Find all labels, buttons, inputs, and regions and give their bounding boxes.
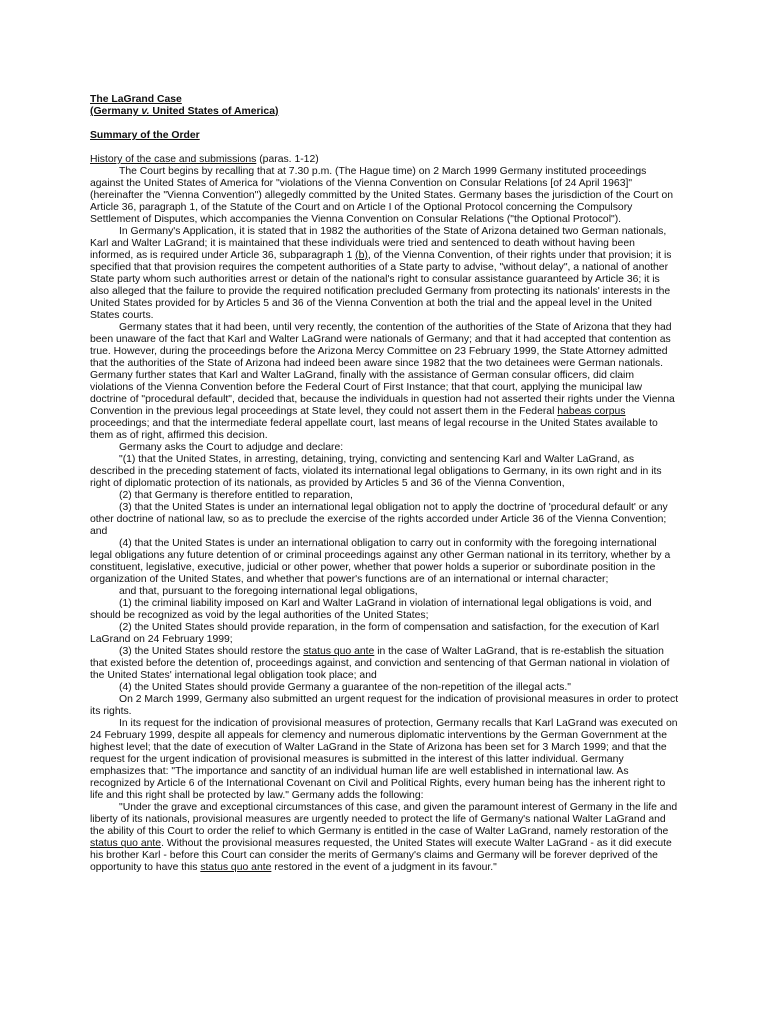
document-page (90, 94, 680, 874)
paragraph-3 (90, 322, 680, 442)
history-heading (90, 154, 680, 166)
case-title-line1: The LaGrand Case (90, 94, 182, 105)
paragraph-1: The Court begins by recalling that at 7.30 p.m. (The Hague time) on 2 March 1999 Germany instituted proceedings against the United States of America for "violations of the Vienna Convention on Consular Relations [of 24 April 1963]" (hereinafter the "Vienna Convention") allegedly committed by the United States. Germany bases the jurisdiction of the Court on Article 36, paragraph 1, of the Statute of the Court and on Article I of the Optional Protocol concerning the Compulsory Settlement of Disputes, which accompanies the Vienna Convention on Consular Relations ("the Optional Protocol"). (90, 166, 674, 225)
remedy-3-text-a: (3) the United States should restore the (119, 646, 304, 657)
paragraph-quote (90, 802, 680, 874)
paragraph-request: On 2 March 1999, Germany also submitted an urgent request for the indication of provisional measures in order to protect its rights. (90, 694, 679, 717)
paragraph-3-emphasis: habeas corpus (557, 406, 626, 417)
quote-text-a: "Under the grave and exceptional circumstances of this case, and given the paramount interest of Germany in the life and liberty of its nationals, provisional measures are urgently needed to protect the life of Germany's national Walter LaGrand and the ability of this Court to order the relief to which Germany is entitled in the case of Walter LaGrand, namely restoration of the (90, 802, 678, 837)
paragraph-2-emphasis: (b) (355, 250, 368, 261)
case-versus: v. (141, 106, 150, 117)
quote-text-c: . Without the provisional measures requested, the United States will execute Walter LaGrand - as it did execute his brother Karl - before this Court can consider the merits of Germany's claims and Germany will be forever deprived of the opportunity to have this (90, 838, 672, 873)
paragraph-3-text-c: proceedings; and that the intermediate federal appellate court, last means of legal recourse in the United States available to them as of right, affirmed this decision. (90, 418, 658, 441)
case-title (90, 94, 680, 118)
remedy-3-emphasis: status quo ante (303, 646, 375, 657)
paragraph-4: Germany asks the Court to adjudge and declare: (119, 442, 344, 453)
case-parties-pre: (Germany (90, 106, 142, 117)
section-heading: Summary of the Order (90, 130, 200, 141)
remedy-4: (4) the United States should provide Germany a guarantee of the non-repetition of the illegal acts." (119, 682, 571, 693)
history-paras: (paras. 1-12) (256, 154, 319, 165)
submission-1: "(1) that the United States, in arresting, detaining, trying, convicting and sentencing Karl and Walter LaGrand, as described in the preceding statement of facts, violated its international legal obligations to Germany, in its own right and in its right of diplomatic protection of its nationals, as provided by Articles 5 and 36 of the Vienna Convention, (90, 454, 662, 489)
paragraph-2-text-a: In Germany's Application, it is stated that in 1982 the authorities of the State of Arizona detained two German nationals, Karl and Walter LaGrand; it is maintained that these individuals were tried and sentenced to death without having been informed, as is required under Article 36, subparagraph 1 (90, 226, 667, 261)
quote-emphasis-1: status quo ante (90, 838, 162, 849)
paragraph-provisional: In its request for the indication of provisional measures of protection, Germany recalls that Karl LaGrand was executed on 24 February 1999, despite all appeals for clemency and numerous diplomatic interventions by the German Government at the highest level; that the date of execution of Walter LaGrand in the State of Arizona has been set for 3 March 1999; and that the request for the urgent indication of provisional measures is submitted in the interest of this latter individual. Germany emphasizes that: "The importance and sanctity of an individual human life are well established in international law. As recognized by Article 6 of the International Covenant on Civil and Political Rights, every human being has the inherent right to life and this right shall be protected by law." Germany adds the following: (90, 718, 678, 801)
history-label: History of the case and submissions (90, 154, 257, 165)
paragraph-3-text-a: Germany states that it had been, until very recently, the contention of the authorities of the State of Arizona that they had been unaware of the fact that Karl and Walter LaGrand were nationals of Germany; and that it had accepted that contention as true. However, during the proceedings before the Arizona Mercy Committee on 23 February 1999, the State Attorney admitted that the authorities of the State of Arizona had indeed been aware since 1982 that the two detainees were German nationals. Germany further states that Karl and Walter LaGrand, finally with the assistance of German consular officers, did claim violations of the Vienna Convention before the Federal Court of First Instance; that that court, applying the municipal law doctrine of "procedural default", decided that, because the individuals in question had not asserted their rights under the Vienna Convention in the previous legal proceedings at State level, they could not assert them in the Federal (90, 322, 675, 417)
quote-emphasis-2: status quo ante (200, 862, 272, 873)
case-parties-post: United States of America) (149, 106, 279, 117)
quote-text-e: restored in the event of a judgment in its favour." (271, 862, 497, 873)
remedy-3 (90, 646, 680, 682)
paragraph-2-text-c: , of the Vienna Convention, of their rights under that provision; it is specified that that provision requires the competent authorities of a State party to advise, "without delay", a national of another State party whom such authorities arrest or detain of the national's right to consular assistance guaranteed by Article 36; it is also alleged that the failure to provide the required notification precluded Germany from protecting its nationals' interests in the United States provided for by Articles 5 and 36 of the Vienna Convention at both the trial and the appeal level in the United States courts. (90, 250, 672, 321)
remedy-1: (1) the criminal liability imposed on Karl and Walter LaGrand in violation of international legal obligations is void, and should be recognized as void by the legal authorities of the United States; (90, 598, 652, 621)
submission-4: (4) that the United States is under an international obligation to carry out in conformity with the foregoing international legal obligations any future detention of or criminal proceedings against any other German national in its territory, whether by a constituent, legislative, executive, judicial or other power, whether that power holds a superior or subordinate position in the organization of the United States, and whether that power's functions are of an international or internal character; (90, 538, 671, 585)
submission-3: (3) that the United States is under an international legal obligation not to apply the doctrine of 'procedural default' or any other doctrine of national law, so as to preclude the exercise of the rights accorded under Article 36 of the Vienna Convention; and (90, 502, 668, 537)
paragraph-2 (90, 226, 680, 322)
submission-2: (2) that Germany is therefore entitled to reparation, (119, 490, 353, 501)
remedy-3-text-c: in the case of Walter LaGrand, that is re-establish the situation that existed before the detention of, proceedings against, and conviction and sentencing of that German national in violation of the United States' international legal obligation took place; and (90, 646, 670, 681)
case-title-line2 (90, 106, 680, 118)
remedy-2: (2) the United States should provide reparation, in the form of compensation and satisfaction, for the execution of Karl LaGrand on 24 February 1999; (90, 622, 660, 645)
submission-pursuant: and that, pursuant to the foregoing international legal obligations, (119, 586, 418, 597)
